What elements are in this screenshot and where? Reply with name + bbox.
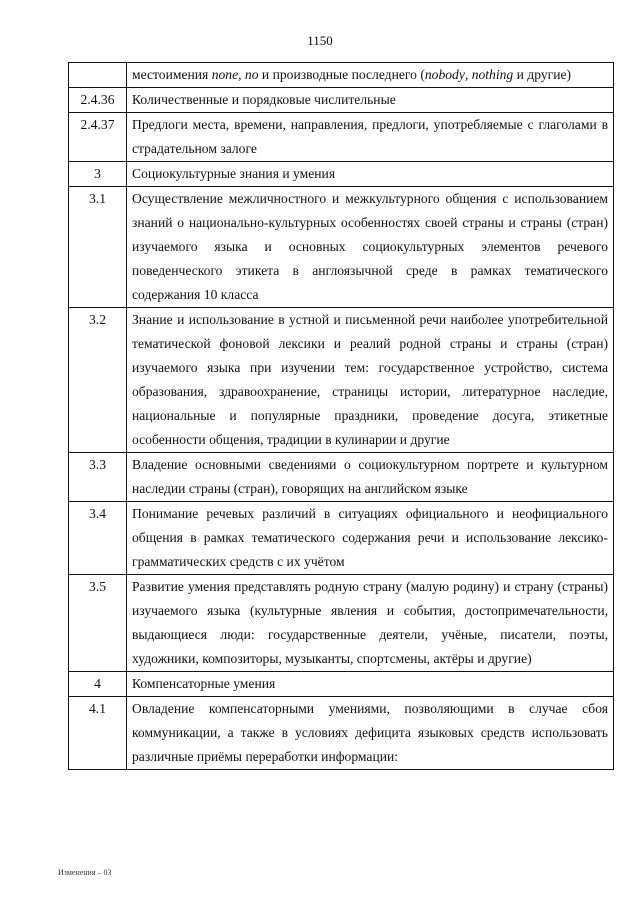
- row-text: Количественные и порядковые числительные: [127, 88, 614, 113]
- table-row: [69, 113, 614, 162]
- table-row: [69, 308, 614, 453]
- row-code: 4: [69, 672, 127, 697]
- curriculum-table: [68, 62, 614, 770]
- row-text: Социокультурные знания и умения: [127, 162, 614, 187]
- row-text: Осуществление межличностного и межкультурного общения с использованием знаний о национально-культурных особенностях своей страны и страны (стран) изучаемого языка и основных социокультурных элементов речевого поведенческого этикета в англоязычной среде в рамках тематического содержания 10 класса: [127, 187, 614, 308]
- row-text: Компенсаторные умения: [127, 672, 614, 697]
- table-row: [69, 502, 614, 575]
- row-code: 2.4.37: [69, 113, 127, 162]
- row-code: 2.4.36: [69, 88, 127, 113]
- row-code: 3.5: [69, 575, 127, 672]
- table-row: [69, 88, 614, 113]
- row-code: [69, 63, 127, 88]
- table-row: [69, 63, 614, 88]
- table-row: [69, 672, 614, 697]
- table-row: [69, 187, 614, 308]
- row-text: Знание и использование в устной и письменной речи наиболее употребительной тематической фоновой лексики и реалий родной страны и страны (стран) изучаемого языка при изучении тем: государственное устройство, система образования, здравоохранение, страницы истории, литературное наследие, национальные и популярные праздники, проведение досуга, этикетные особенности общения, традиции в кулинарии и другие: [127, 308, 614, 453]
- table-row: [69, 575, 614, 672]
- table-row: [69, 162, 614, 187]
- row-text: Предлоги места, времени, направления, предлоги, употребляемые с глаголами в страдательном залоге: [127, 113, 614, 162]
- row-code: 3.1: [69, 187, 127, 308]
- table-row: [69, 697, 614, 770]
- row-code: 3.2: [69, 308, 127, 453]
- row-text: Овладение компенсаторными умениями, позволяющими в случае сбоя коммуникации, а также в условиях дефицита языковых средств использовать различные приёмы переработки информации:: [127, 697, 614, 770]
- row-code: 3.3: [69, 453, 127, 502]
- page-number: 1150: [307, 33, 333, 48]
- row-code: 3.4: [69, 502, 127, 575]
- row-text: Понимание речевых различий в ситуациях официального и неофициального общения в рамках тематического содержания речи и использование лексико-грамматических средств с их учётом: [127, 502, 614, 575]
- row-text: местоимения none, no и производные последнего (nobody, nothing и другие): [127, 63, 614, 88]
- table-row: [69, 453, 614, 502]
- footer-revision-note: Изменения – 03: [58, 868, 112, 877]
- row-text: Владение основными сведениями о социокультурном портрете и культурном наследии страны (стран), говорящих на английском языке: [127, 453, 614, 502]
- row-code: 4.1: [69, 697, 127, 770]
- row-text: Развитие умения представлять родную страну (малую родину) и страну (страны) изучаемого языка (культурные явления и события, достопримечательности, выдающиеся люди: государственные деятели, учёные, писатели, поэты, художники, композиторы, музыканты, спортсмены, актёры и другие): [127, 575, 614, 672]
- row-code: 3: [69, 162, 127, 187]
